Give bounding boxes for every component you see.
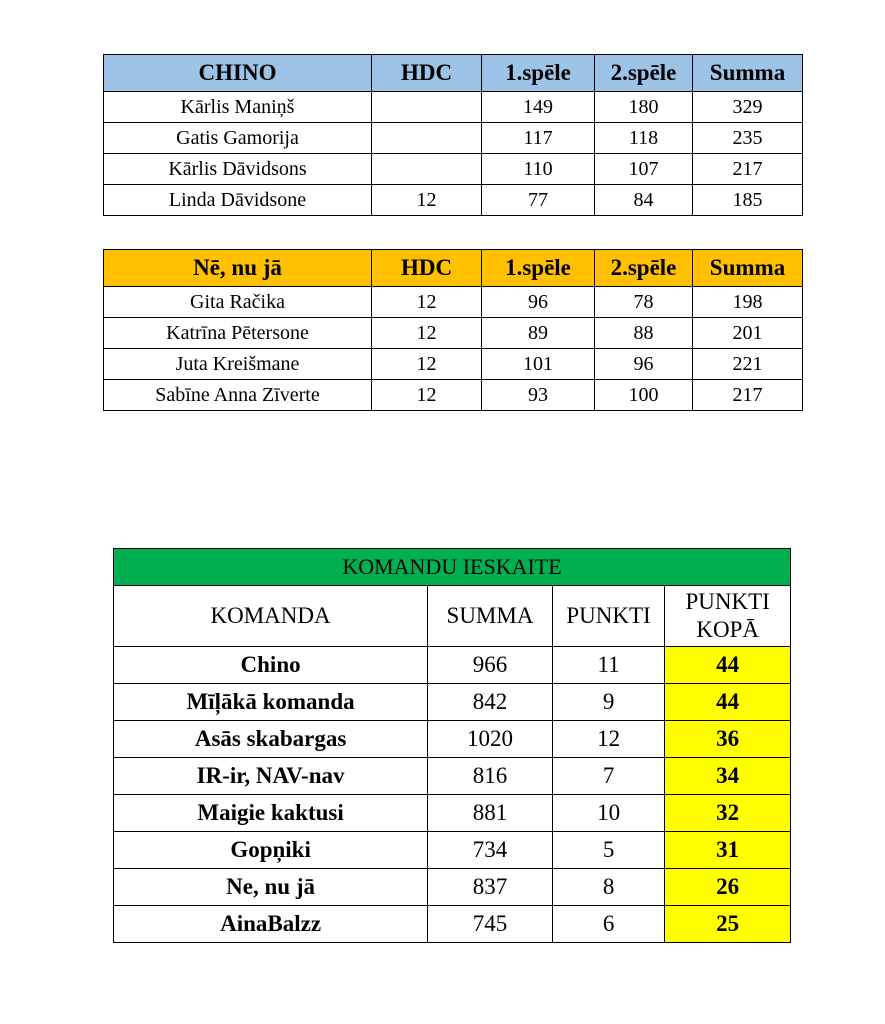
game1-cell: 77 bbox=[482, 185, 595, 216]
sum-cell: 734 bbox=[428, 832, 553, 869]
game1-cell: 89 bbox=[482, 318, 595, 349]
hdc-header: HDC bbox=[372, 250, 482, 287]
sum-cell: 842 bbox=[428, 684, 553, 721]
game1-header: 1.spēle bbox=[482, 250, 595, 287]
game2-header: 2.spēle bbox=[595, 55, 693, 92]
game1-cell: 93 bbox=[482, 380, 595, 411]
sum-cell: 966 bbox=[428, 647, 553, 684]
table-row bbox=[114, 869, 791, 906]
hdc-cell bbox=[372, 92, 482, 123]
player-name: Katrīna Pētersone bbox=[104, 318, 372, 349]
sum-cell: 185 bbox=[693, 185, 803, 216]
player-name: Gatis Gamorija bbox=[104, 123, 372, 154]
hdc-cell: 12 bbox=[372, 380, 482, 411]
points-cell: 11 bbox=[552, 647, 664, 684]
total-points-cell: 31 bbox=[665, 832, 791, 869]
sum-cell: 221 bbox=[693, 349, 803, 380]
team-name: Chino bbox=[114, 647, 428, 684]
game2-cell: 118 bbox=[595, 123, 693, 154]
points-header: PUNKTI bbox=[552, 586, 664, 647]
table-row bbox=[114, 906, 791, 943]
points-cell: 10 bbox=[552, 795, 664, 832]
sum-cell: 816 bbox=[428, 758, 553, 795]
hdc-cell: 12 bbox=[372, 349, 482, 380]
game1-cell: 149 bbox=[482, 92, 595, 123]
total-points-cell: 44 bbox=[665, 684, 791, 721]
game1-header: 1.spēle bbox=[482, 55, 595, 92]
team-name: Ne, nu jā bbox=[114, 869, 428, 906]
player-name: Kārlis Dāvidsons bbox=[104, 154, 372, 185]
team-name: Gopņiki bbox=[114, 832, 428, 869]
table-row bbox=[104, 287, 803, 318]
sum-cell: 329 bbox=[693, 92, 803, 123]
table-row bbox=[114, 684, 791, 721]
hdc-cell: 12 bbox=[372, 287, 482, 318]
points-cell: 5 bbox=[552, 832, 664, 869]
game2-cell: 180 bbox=[595, 92, 693, 123]
table-row bbox=[104, 380, 803, 411]
points-cell: 12 bbox=[552, 721, 664, 758]
standings-header-row bbox=[114, 586, 791, 647]
total-points-header: PUNKTI KOPĀ bbox=[665, 586, 791, 647]
points-cell: 6 bbox=[552, 906, 664, 943]
table-row bbox=[114, 758, 791, 795]
team-name: Maigie kaktusi bbox=[114, 795, 428, 832]
game2-cell: 100 bbox=[595, 380, 693, 411]
total-points-cell: 44 bbox=[665, 647, 791, 684]
game2-header: 2.spēle bbox=[595, 250, 693, 287]
total-points-cell: 36 bbox=[665, 721, 791, 758]
points-cell: 8 bbox=[552, 869, 664, 906]
player-name: Juta Kreišmane bbox=[104, 349, 372, 380]
sum-header: Summa bbox=[693, 55, 803, 92]
player-name: Kārlis Maniņš bbox=[104, 92, 372, 123]
team-name: Asās skabargas bbox=[114, 721, 428, 758]
sum-cell: 745 bbox=[428, 906, 553, 943]
game1-cell: 110 bbox=[482, 154, 595, 185]
table-row bbox=[104, 185, 803, 216]
hdc-cell bbox=[372, 154, 482, 185]
sum-cell: 198 bbox=[693, 287, 803, 318]
game2-cell: 84 bbox=[595, 185, 693, 216]
player-name: Gita Račika bbox=[104, 287, 372, 318]
sum-cell: 201 bbox=[693, 318, 803, 349]
team-table-header bbox=[104, 55, 803, 92]
sum-cell: 235 bbox=[693, 123, 803, 154]
standings-title-row bbox=[114, 549, 791, 586]
team-name-header: Nē, nu jā bbox=[104, 250, 372, 287]
table-row bbox=[114, 795, 791, 832]
table-row bbox=[114, 647, 791, 684]
game2-cell: 88 bbox=[595, 318, 693, 349]
table-row bbox=[114, 832, 791, 869]
player-name: Linda Dāvidsone bbox=[104, 185, 372, 216]
table-row bbox=[114, 721, 791, 758]
table-row bbox=[104, 318, 803, 349]
points-cell: 9 bbox=[552, 684, 664, 721]
sum-header: SUMMA bbox=[428, 586, 553, 647]
team-name-header: CHINO bbox=[104, 55, 372, 92]
sum-cell: 217 bbox=[693, 380, 803, 411]
team-name: Mīļākā komanda bbox=[114, 684, 428, 721]
team-table-header bbox=[104, 250, 803, 287]
hdc-cell: 12 bbox=[372, 318, 482, 349]
game2-cell: 78 bbox=[595, 287, 693, 318]
sum-cell: 1020 bbox=[428, 721, 553, 758]
team-name: IR-ir, NAV-nav bbox=[114, 758, 428, 795]
game2-cell: 107 bbox=[595, 154, 693, 185]
hdc-cell bbox=[372, 123, 482, 154]
sum-cell: 217 bbox=[693, 154, 803, 185]
total-points-cell: 25 bbox=[665, 906, 791, 943]
total-points-cell: 32 bbox=[665, 795, 791, 832]
table-row bbox=[104, 92, 803, 123]
hdc-cell: 12 bbox=[372, 185, 482, 216]
standings-title: KOMANDU IESKAITE bbox=[114, 549, 791, 586]
game1-cell: 117 bbox=[482, 123, 595, 154]
team-standings-table bbox=[113, 548, 791, 943]
game1-cell: 101 bbox=[482, 349, 595, 380]
player-name: Sabīne Anna Zīverte bbox=[104, 380, 372, 411]
total-points-cell: 34 bbox=[665, 758, 791, 795]
game2-cell: 96 bbox=[595, 349, 693, 380]
table-row bbox=[104, 123, 803, 154]
table-row bbox=[104, 154, 803, 185]
team-header: KOMANDA bbox=[114, 586, 428, 647]
sum-cell: 837 bbox=[428, 869, 553, 906]
hdc-header: HDC bbox=[372, 55, 482, 92]
sum-header: Summa bbox=[693, 250, 803, 287]
total-points-cell: 26 bbox=[665, 869, 791, 906]
team-table-ne-nu-ja bbox=[103, 249, 803, 411]
sum-cell: 881 bbox=[428, 795, 553, 832]
points-cell: 7 bbox=[552, 758, 664, 795]
table-row bbox=[104, 349, 803, 380]
team-name: AinaBalzz bbox=[114, 906, 428, 943]
game1-cell: 96 bbox=[482, 287, 595, 318]
team-table-chino bbox=[103, 54, 803, 216]
